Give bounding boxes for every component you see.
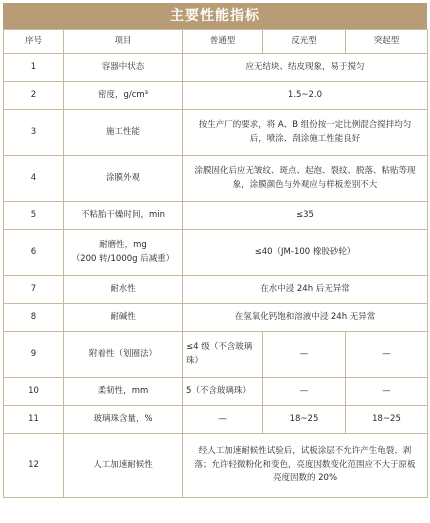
row-item: 柔韧性，mm bbox=[64, 378, 183, 406]
row-no: 11 bbox=[4, 406, 64, 434]
header-normal: 普通型 bbox=[183, 30, 263, 54]
header-reflective: 反光型 bbox=[263, 30, 346, 54]
row-no: 3 bbox=[4, 110, 64, 156]
row-item: 耐水性 bbox=[64, 276, 183, 304]
row-raised: — bbox=[346, 332, 428, 378]
row-item: 附着性（划圈法） bbox=[64, 332, 183, 378]
row-item: 涂膜外观 bbox=[64, 156, 183, 202]
row-no: 1 bbox=[4, 54, 64, 82]
table-title: 主要性能指标 bbox=[3, 3, 427, 29]
header-raised: 突起型 bbox=[346, 30, 428, 54]
row-normal: 5（不含玻璃珠） bbox=[183, 378, 263, 406]
row-no: 4 bbox=[4, 156, 64, 202]
table-row bbox=[4, 332, 428, 378]
row-no: 10 bbox=[4, 378, 64, 406]
row-no: 5 bbox=[4, 202, 64, 230]
row-item: 施工性能 bbox=[64, 110, 183, 156]
table-row bbox=[4, 110, 428, 156]
table-row bbox=[4, 304, 428, 332]
row-reflective: 18~25 bbox=[263, 406, 346, 434]
table-row bbox=[4, 406, 428, 434]
row-value: ≤35 bbox=[183, 202, 428, 230]
row-value: 涂膜固化后应无皱纹、斑点、起泡、裂纹、脱落、粘贴等现象，涂膜颜色与外观应与样板差别不大 bbox=[183, 156, 428, 202]
row-value: 在水中浸 24h 后无异常 bbox=[183, 276, 428, 304]
table-row bbox=[4, 434, 428, 498]
row-no: 7 bbox=[4, 276, 64, 304]
row-no: 9 bbox=[4, 332, 64, 378]
row-no: 12 bbox=[4, 434, 64, 498]
row-item: 容器中状态 bbox=[64, 54, 183, 82]
row-item: 玻璃珠含量，% bbox=[64, 406, 183, 434]
row-reflective: — bbox=[263, 332, 346, 378]
table-row bbox=[4, 54, 428, 82]
table-row bbox=[4, 276, 428, 304]
header-no: 序号 bbox=[4, 30, 64, 54]
row-normal: — bbox=[183, 406, 263, 434]
row-normal: ≤4 级（不含玻璃珠） bbox=[183, 332, 263, 378]
table-row bbox=[4, 378, 428, 406]
row-item: 人工加速耐候性 bbox=[64, 434, 183, 498]
performance-table-container bbox=[3, 3, 427, 498]
row-raised: 18~25 bbox=[346, 406, 428, 434]
row-item bbox=[64, 230, 183, 276]
header-row bbox=[4, 30, 428, 54]
performance-table bbox=[3, 29, 428, 498]
table-row bbox=[4, 202, 428, 230]
row-value: ≤40（JM-100 橡胶砂轮） bbox=[183, 230, 428, 276]
row-value: 按生产厂的要求，将 A、B 组份按一定比例混合搅拌均匀后，喷涂、刮涂施工性能良好 bbox=[183, 110, 428, 156]
row-raised: — bbox=[346, 378, 428, 406]
row-value: 经人工加速耐候性试验后，试板涂层不允许产生龟裂、剥落；允许轻微粉化和变色，亮度因数变化范围应不大于原板亮度因数的 20% bbox=[183, 434, 428, 498]
row-no: 2 bbox=[4, 82, 64, 110]
row-reflective: — bbox=[263, 378, 346, 406]
row-item-line1: 耐磨性，mg bbox=[99, 239, 147, 250]
row-no: 8 bbox=[4, 304, 64, 332]
table-row bbox=[4, 156, 428, 202]
row-item-line2: （200 转/1000g 后减重） bbox=[71, 253, 175, 264]
row-value: 在氢氧化钙饱和溶液中浸 24h 无异常 bbox=[183, 304, 428, 332]
row-item: 耐碱性 bbox=[64, 304, 183, 332]
header-item: 项目 bbox=[64, 30, 183, 54]
row-item: 不粘胎干燥时间，min bbox=[64, 202, 183, 230]
table-row bbox=[4, 82, 428, 110]
row-item: 密度，g/cm³ bbox=[64, 82, 183, 110]
row-no: 6 bbox=[4, 230, 64, 276]
row-value: 1.5~2.0 bbox=[183, 82, 428, 110]
table-row bbox=[4, 230, 428, 276]
row-value: 应无结块、结皮现象，易于搅匀 bbox=[183, 54, 428, 82]
